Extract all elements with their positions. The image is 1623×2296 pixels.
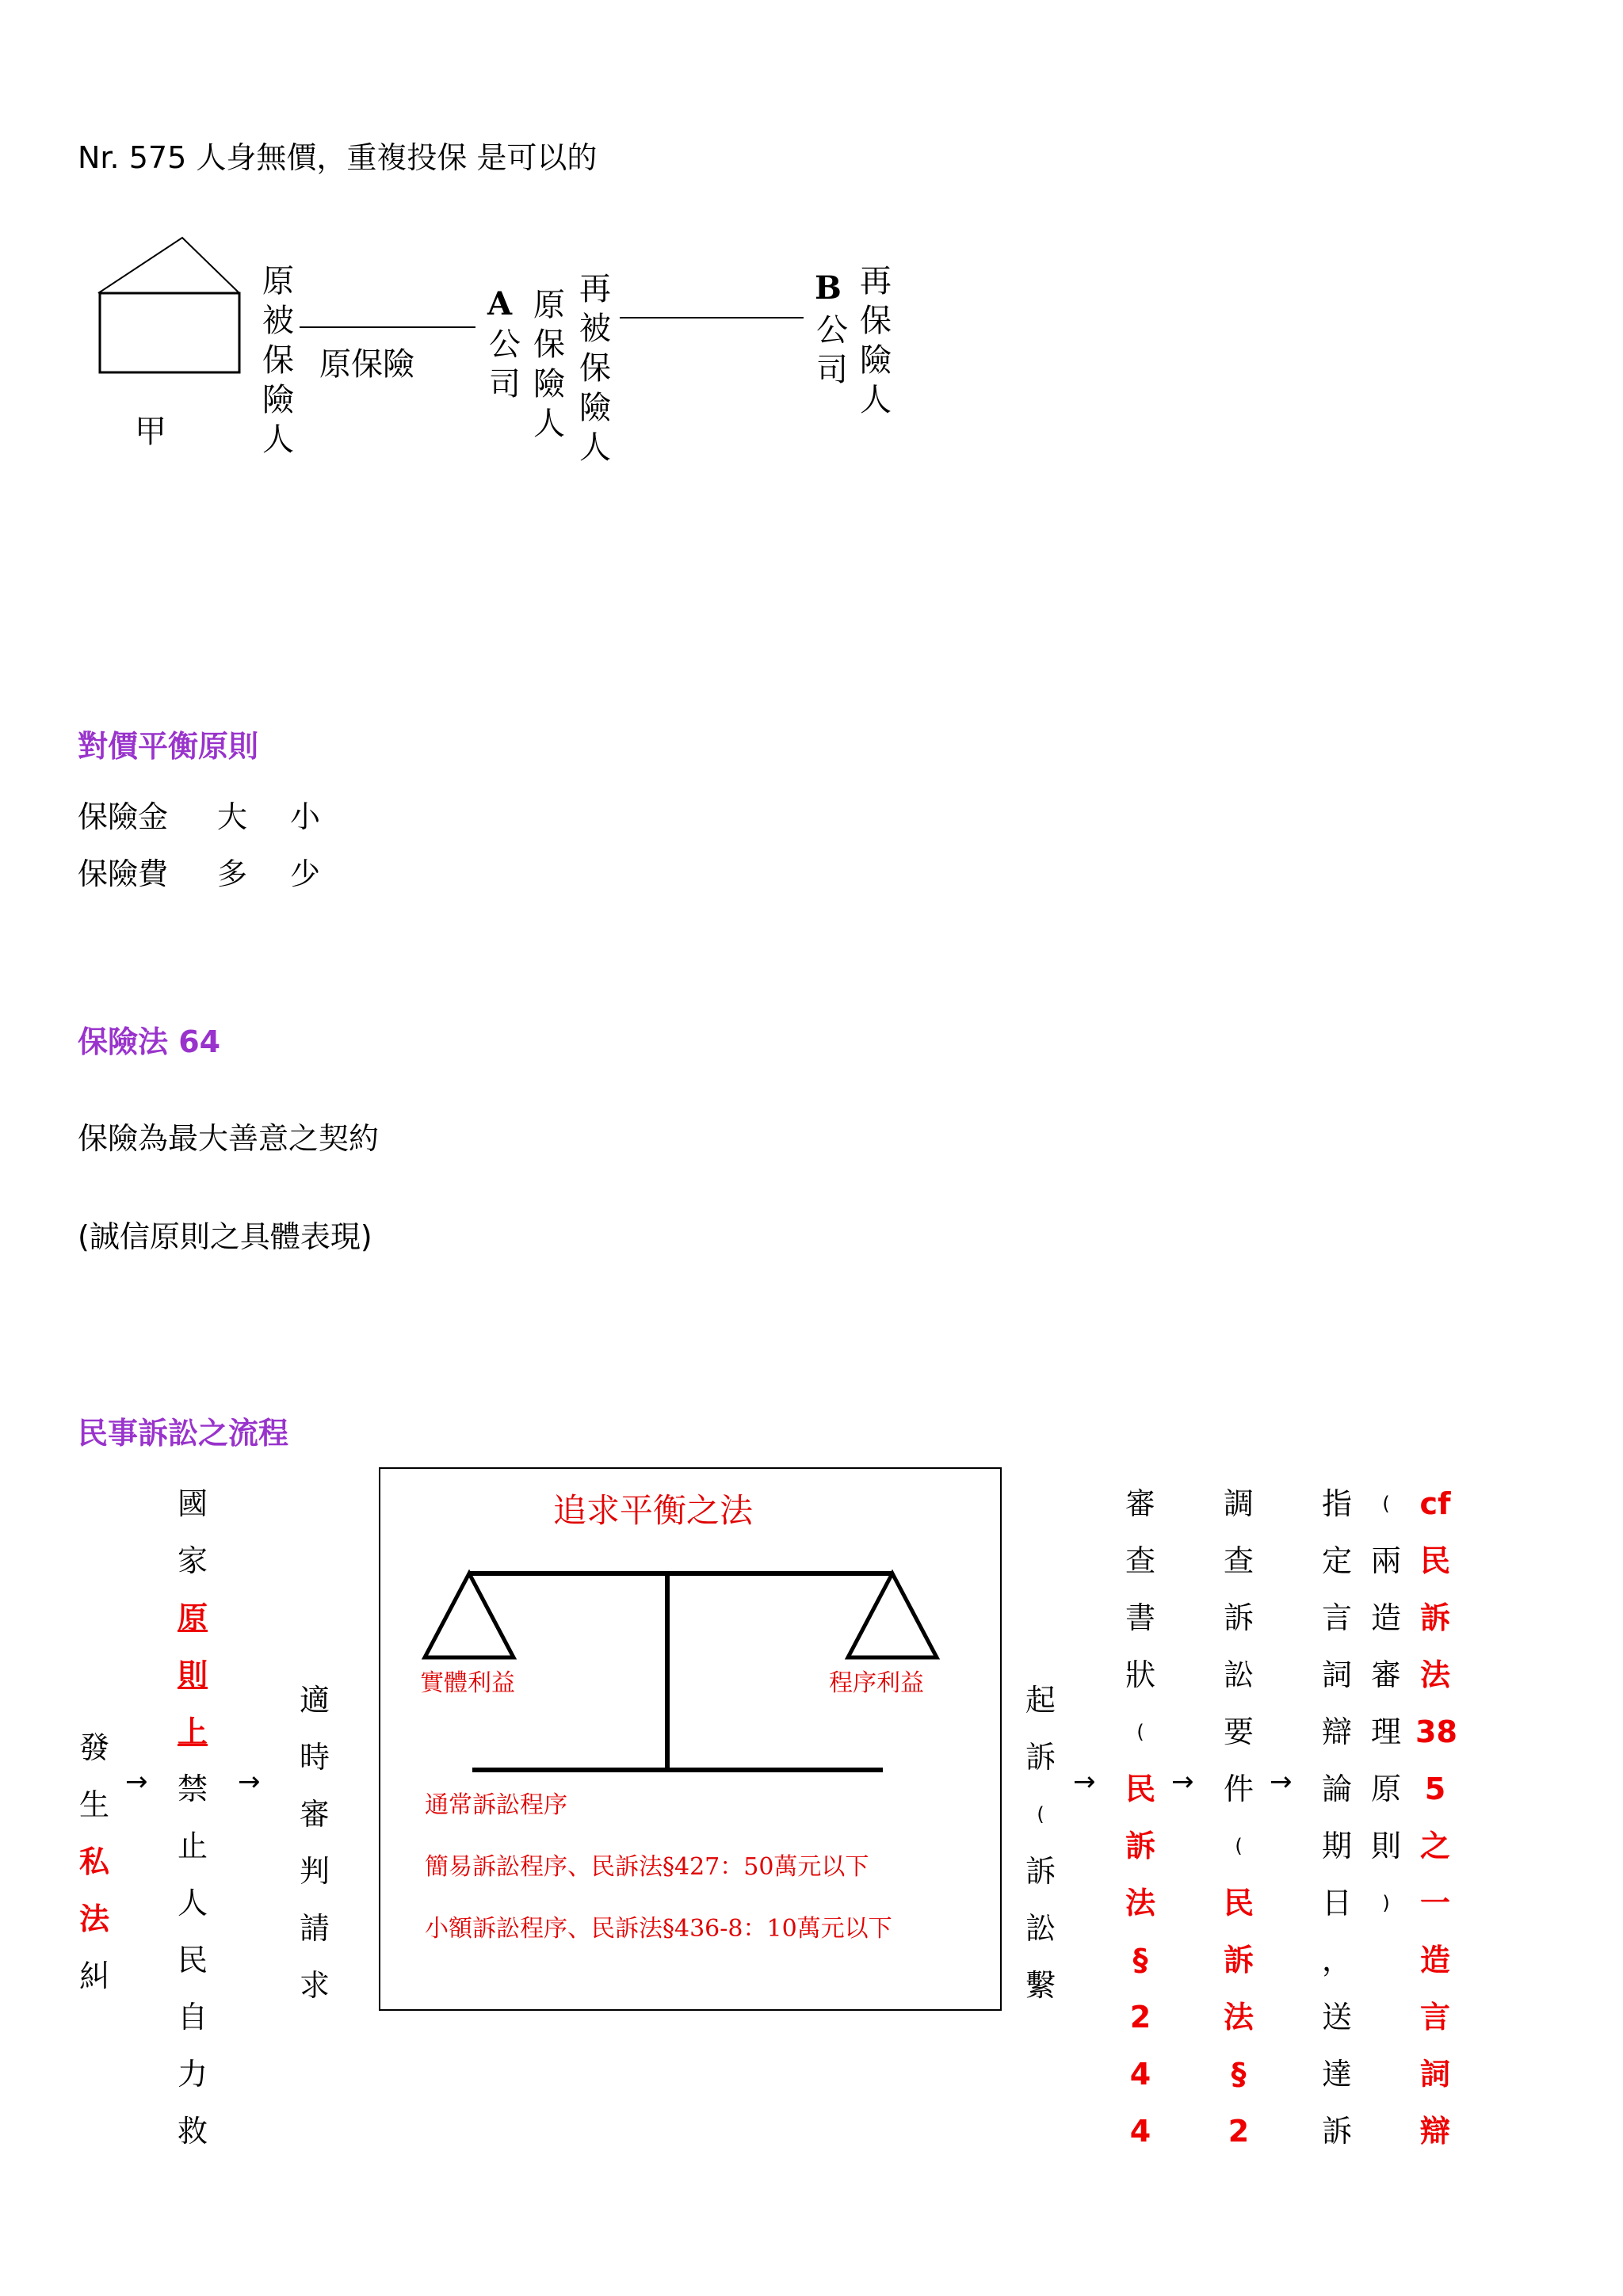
column-char: 人	[177, 1886, 208, 1920]
vertical-char: 司	[816, 352, 848, 388]
vertical-text-designate	[1317, 1475, 1357, 2160]
reinsurer-label	[857, 261, 894, 420]
vertical-char: 險	[579, 390, 611, 426]
original-insurance-label: 原保險	[319, 346, 414, 383]
column-char: 則	[1370, 1829, 1401, 1863]
column-char: 狀	[1125, 1657, 1155, 1692]
page-title: Nr. 575 人身無價，重複投保 是可以的	[78, 140, 598, 175]
column-char: §	[1231, 2057, 1247, 2092]
column-char: 適	[299, 1683, 330, 1718]
vertical-char: 險	[262, 382, 294, 418]
column-char: 發	[78, 1730, 109, 1765]
column-char: 查	[1223, 1543, 1254, 1578]
arrow-2: →	[238, 1766, 261, 1798]
column-char: 一	[1419, 1886, 1450, 1920]
vertical-char: 險	[533, 366, 565, 402]
vertical-char: 原	[262, 263, 294, 299]
connector-line-2	[620, 317, 804, 318]
vertical-char: 保	[262, 342, 294, 379]
paragraph: 保險為最大善意之契約	[78, 1121, 380, 1156]
company-a-word	[487, 325, 523, 404]
scale-title: 追求平衡之法	[553, 1491, 754, 1530]
column-char: 訴	[1223, 1943, 1254, 1978]
company-b-word	[814, 311, 850, 390]
vertical-text-request	[295, 1651, 334, 2003]
column-char: 力	[177, 2057, 208, 2092]
column-char: 國	[177, 1486, 208, 1521]
vertical-char: 險	[860, 342, 892, 379]
column-char: 詞	[1419, 2057, 1450, 2092]
column-char: 辯	[1419, 2114, 1450, 2149]
column-char: 言	[1419, 2000, 1450, 2035]
column-char: 日	[1321, 1886, 1352, 1920]
vertical-char: 人	[262, 421, 294, 458]
column-char: 達	[1321, 2057, 1352, 2092]
section-heading-insurance-law: 保險法 64	[78, 1024, 221, 1059]
column-char: 查	[1125, 1543, 1155, 1578]
column-char: 論	[1321, 1772, 1352, 1806]
column-char: 訴	[1419, 1600, 1450, 1635]
column-char: 辯	[1321, 1714, 1352, 1749]
column-char: 求	[299, 1968, 330, 2003]
arrow-4: →	[1171, 1766, 1194, 1798]
vertical-char: 被	[262, 303, 294, 339]
row-value-a: 多	[217, 856, 248, 891]
original-insurer-label	[531, 285, 567, 444]
vertical-char: 人	[533, 406, 565, 442]
column-char: 則	[177, 1657, 208, 1692]
column-char: 審	[299, 1797, 330, 1832]
column-char: (	[1136, 1721, 1144, 1743]
row-item: 保險費	[78, 856, 169, 891]
arrow-3: →	[1073, 1766, 1096, 1798]
company-b-letter: B	[815, 269, 842, 307]
column-char: 兩	[1370, 1543, 1401, 1578]
vertical-text-review	[1121, 1475, 1160, 2160]
company-a-letter: A	[487, 285, 513, 322]
row-value-a: 大	[217, 799, 248, 834]
column-char: 審	[1125, 1486, 1155, 1521]
column-char: 時	[299, 1740, 330, 1775]
column-char: 請	[299, 1911, 330, 1946]
connector-line-1	[300, 326, 475, 328]
vertical-char: 再	[579, 271, 611, 307]
column-char: 民	[1223, 1886, 1254, 1920]
reinsured-label	[577, 269, 613, 467]
vertical-text-cf	[1415, 1475, 1455, 2160]
column-char: 送	[1321, 2000, 1352, 2035]
column-char: 私	[78, 1844, 109, 1879]
column-char: 法	[1223, 2000, 1254, 2035]
vertical-char: 公	[816, 312, 848, 349]
procedure-line: 通常訴訟程序	[425, 1791, 567, 1819]
column-char: 4	[1129, 2114, 1151, 2149]
column-char: (	[1382, 1493, 1390, 1515]
right-pan-label: 程序利益	[829, 1669, 924, 1697]
arrow-5: →	[1270, 1766, 1293, 1798]
vertical-text-sue	[1021, 1651, 1060, 2003]
column-char: 訴	[1025, 1854, 1056, 1889]
row-item: 保險金	[78, 799, 169, 834]
column-char: 件	[1223, 1772, 1254, 1806]
column-char: 繫	[1025, 1968, 1056, 2003]
vertical-char: 人	[860, 382, 892, 418]
column-char: 民	[177, 1943, 208, 1978]
section-heading-civil-procedure: 民事訴訟之流程	[78, 1416, 289, 1451]
column-char: ，	[1321, 1943, 1352, 1978]
column-char: 生	[78, 1787, 109, 1822]
column-char: )	[1382, 1892, 1390, 1914]
balance-scale-figure	[379, 1467, 1002, 2011]
row-value-b: 少	[290, 856, 321, 891]
column-char: 法	[1125, 1886, 1155, 1920]
column-char: 訴	[1321, 2114, 1352, 2149]
column-char: 訴	[1025, 1740, 1056, 1775]
vertical-char: 公	[489, 326, 521, 363]
vertical-char: 原	[533, 287, 565, 323]
owner-label: 甲	[135, 414, 166, 450]
column-char: (	[1037, 1803, 1044, 1825]
column-char: 判	[299, 1854, 330, 1889]
column-char: 審	[1370, 1657, 1401, 1692]
column-char: 書	[1125, 1600, 1155, 1635]
column-char: (	[1235, 1835, 1243, 1857]
section-heading-consideration: 對價平衡原則	[78, 729, 259, 764]
column-char: cf	[1419, 1486, 1451, 1521]
column-char: 造	[1370, 1600, 1401, 1635]
column-char: 訟	[1223, 1657, 1254, 1692]
vertical-char: 再	[860, 263, 892, 299]
column-char: §	[1132, 1943, 1148, 1978]
column-char: 38	[1415, 1714, 1457, 1749]
vertical-char: 保	[860, 303, 892, 339]
arrow-1: →	[125, 1766, 148, 1798]
procedure-line: 簡易訴訟程序、民訴法§427：50萬元以下	[425, 1853, 869, 1881]
column-char: 上	[177, 1714, 208, 1749]
row-value-b: 小	[290, 799, 321, 834]
vertical-char: 人	[579, 429, 611, 466]
left-pan-label: 實體利益	[420, 1669, 515, 1697]
vertical-char: 保	[533, 326, 565, 363]
column-char: 訴	[1223, 1600, 1254, 1635]
column-char: 指	[1321, 1486, 1352, 1521]
column-char: 訟	[1025, 1911, 1056, 1946]
house-icon	[94, 235, 244, 377]
column-char: 訴	[1125, 1829, 1155, 1863]
column-char: 2	[1228, 2114, 1250, 2149]
column-char: 造	[1419, 1943, 1450, 1978]
column-char: 期	[1321, 1829, 1352, 1863]
column-char: 言	[1321, 1600, 1352, 1635]
vertical-text-two-party-principle	[1366, 1475, 1406, 1932]
column-char: 自	[177, 2000, 208, 2035]
column-char: 理	[1370, 1714, 1401, 1749]
column-char: 法	[78, 1901, 109, 1936]
column-char: 之	[1419, 1829, 1450, 1863]
column-char: 調	[1223, 1486, 1254, 1521]
vertical-text-investigate	[1219, 1475, 1258, 2160]
column-char: 5	[1424, 1772, 1446, 1806]
column-char: 民	[1419, 1543, 1450, 1578]
column-char: 4	[1129, 2057, 1151, 2092]
vertical-char: 保	[579, 350, 611, 387]
column-char: 原	[177, 1600, 208, 1635]
vertical-text-principle	[173, 1475, 212, 2160]
vertical-text-dispute	[74, 1699, 114, 1993]
column-char: 2	[1129, 2000, 1151, 2035]
vertical-char: 司	[489, 366, 521, 402]
column-char: 法	[1419, 1657, 1450, 1692]
column-char: 原	[1370, 1772, 1401, 1806]
column-char: 禁	[177, 1772, 208, 1806]
column-char: 民	[1125, 1772, 1155, 1806]
original-insured-label	[260, 261, 296, 460]
column-char: 要	[1223, 1714, 1254, 1749]
column-char: 救	[177, 2114, 208, 2149]
column-char: 起	[1025, 1683, 1056, 1718]
column-char: 定	[1321, 1543, 1352, 1578]
paragraph: (誠信原則之具體表現)	[78, 1219, 372, 1254]
column-char: 糾	[78, 1958, 109, 1993]
vertical-char: 被	[579, 311, 611, 347]
column-char: 止	[177, 1829, 208, 1863]
column-char: 家	[177, 1543, 208, 1578]
column-char: 詞	[1321, 1657, 1352, 1692]
procedure-line: 小額訴訟程序、民訴法§436-8：10萬元以下	[425, 1915, 892, 1943]
